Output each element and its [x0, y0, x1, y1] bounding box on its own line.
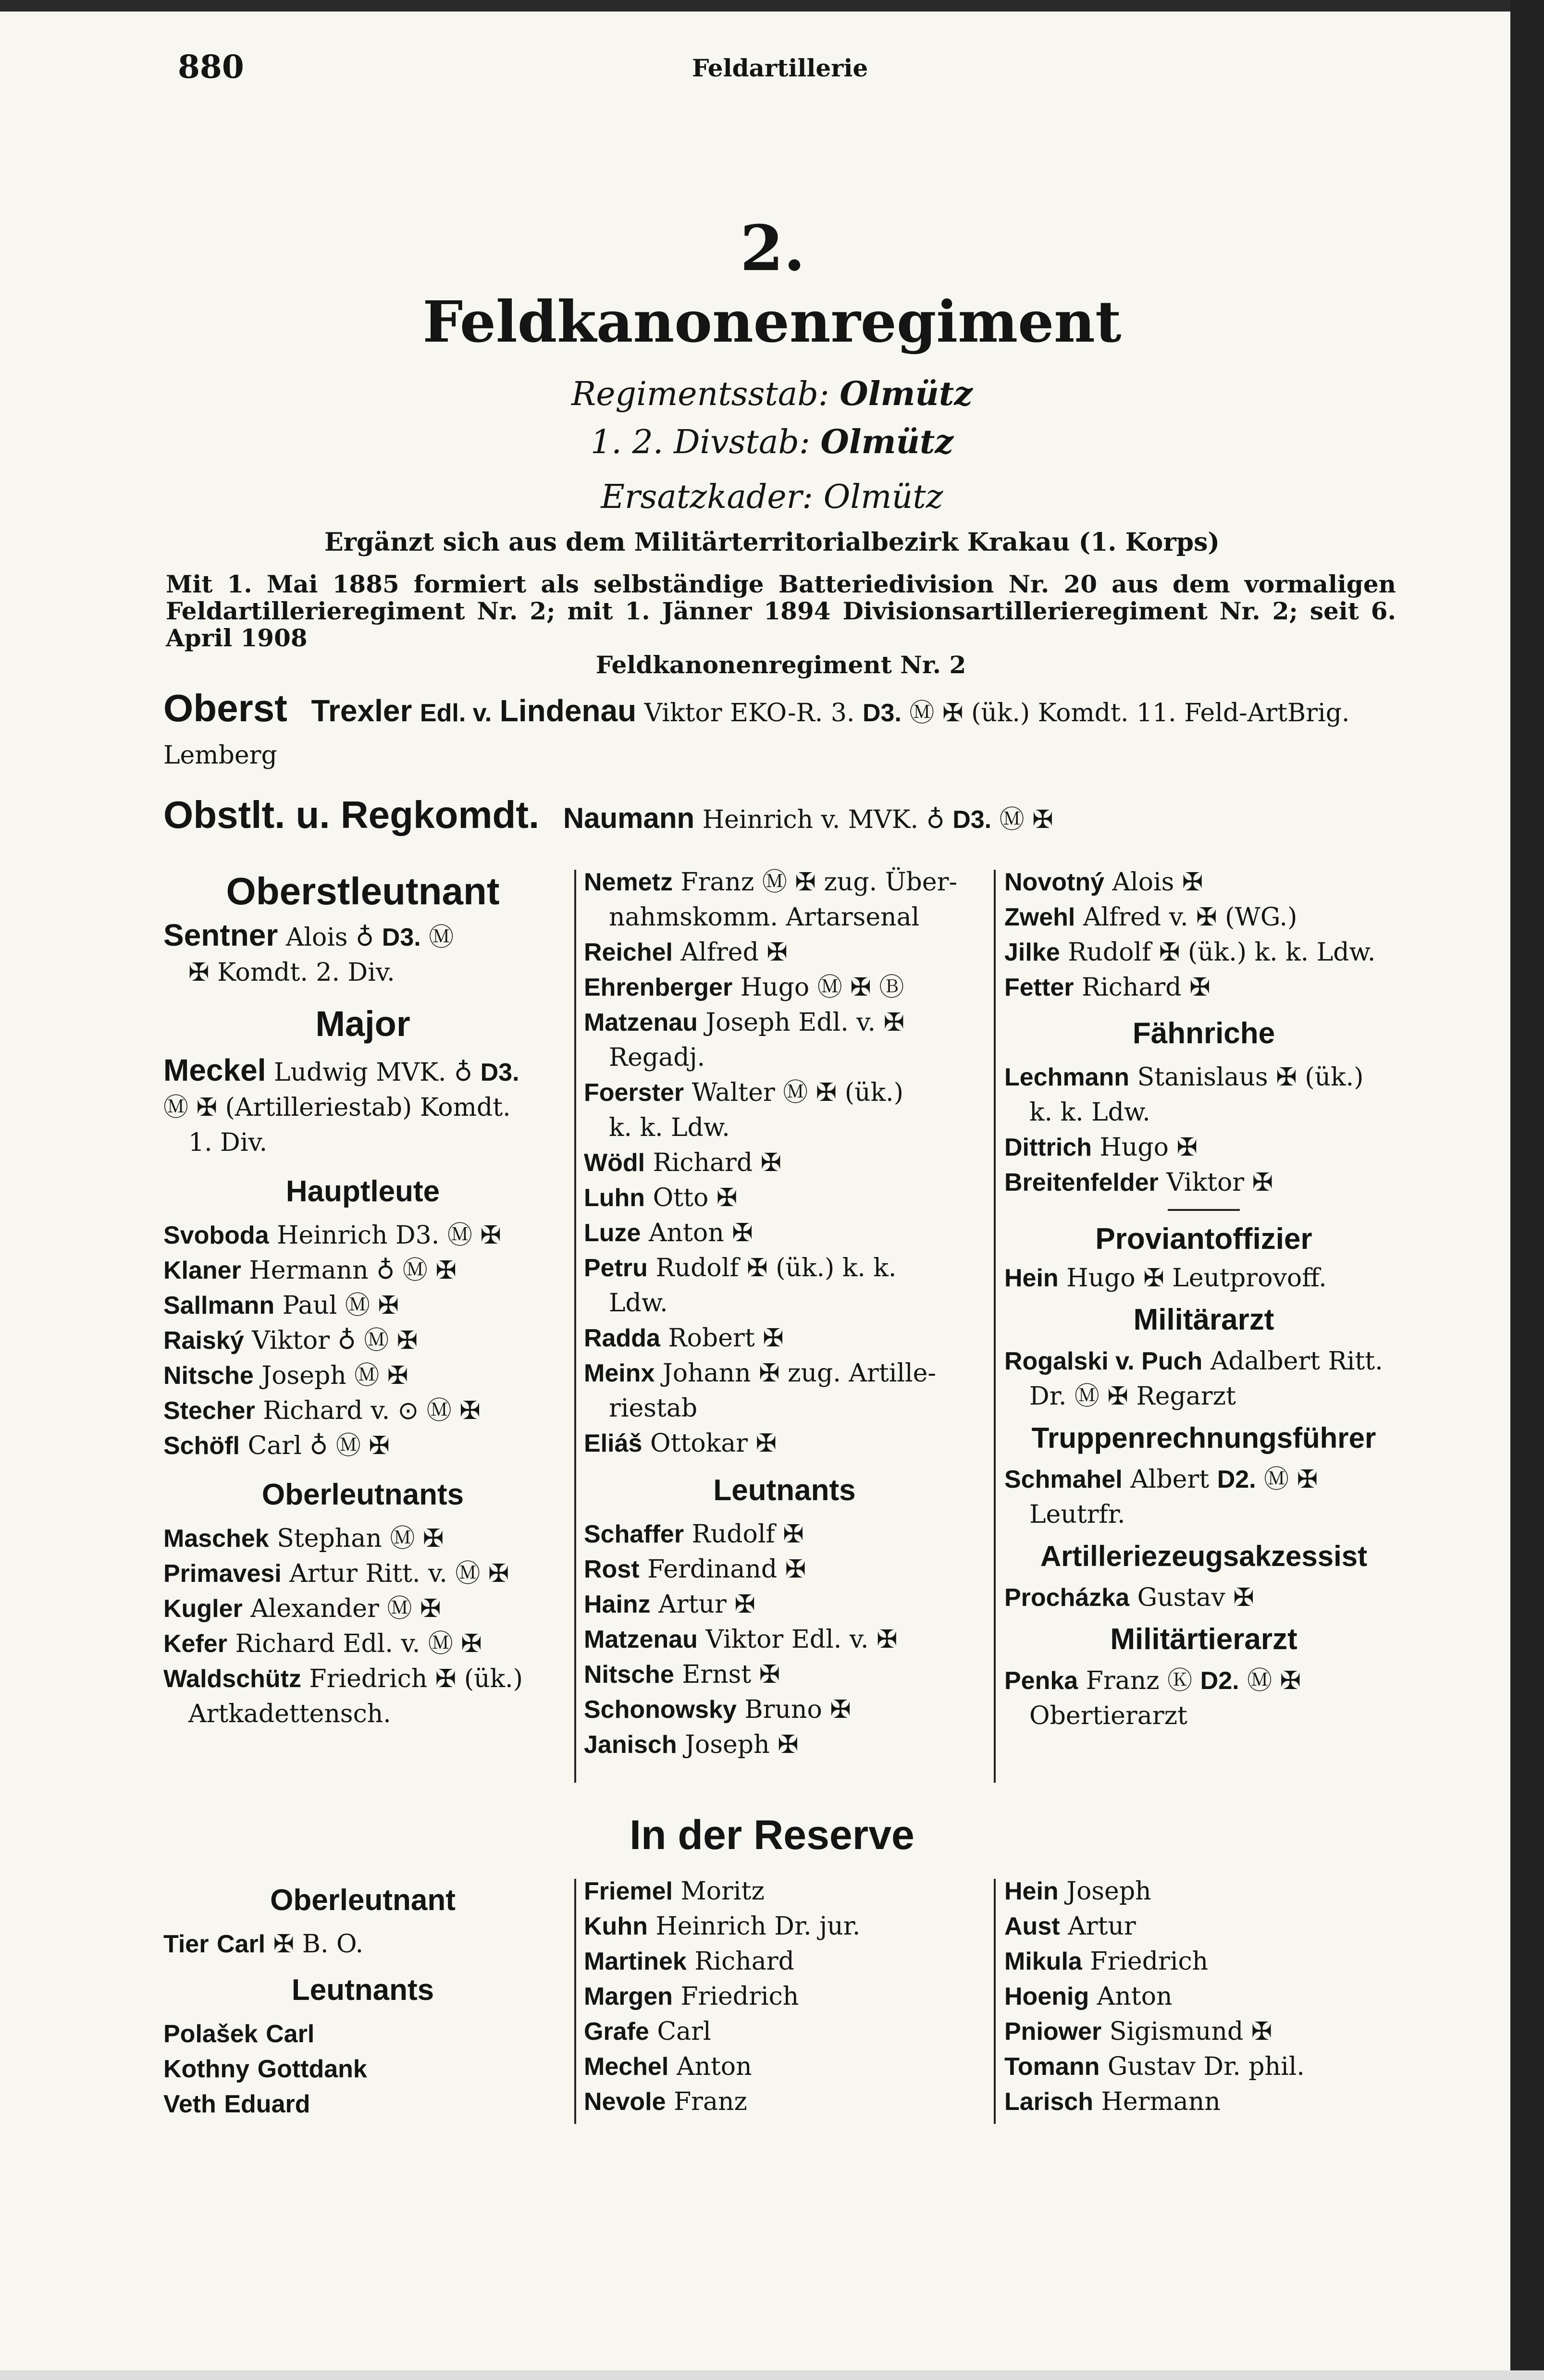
scan-border-right: [1510, 0, 1544, 2380]
obstlt-entry: Obstlt. u. Regkomdt. Naumann Heinrich v. MVK. ♁ D3. Ⓜ ✠: [163, 793, 1053, 836]
list-item: Pniower Sigismund ✠: [1004, 2017, 1272, 2046]
list-item: Schaffer Rudolf ✠: [584, 1520, 804, 1549]
list-item: Hainz Artur ✠: [584, 1590, 755, 1619]
medal-icon: Ⓜ ✠: [909, 699, 963, 728]
list-item: Kugler Alexander Ⓜ ✠: [163, 1594, 441, 1623]
running-title: Feldartillerie: [692, 54, 868, 82]
section-heading: Militärtierarzt: [1110, 1623, 1297, 1656]
medal-icon: Ⓜ ✠: [999, 805, 1053, 834]
section-heading: Oberleutnants: [261, 1478, 464, 1511]
section-heading: Proviantoffizier: [1095, 1222, 1312, 1256]
list-item: Martinek Richard: [584, 1947, 794, 1976]
list-item: Tier Carl ✠ B. O.: [163, 1930, 364, 1959]
list-item: Schöfl Carl ♁ Ⓜ ✠: [163, 1431, 390, 1460]
list-item: Reichel Alfred ✠: [584, 938, 788, 967]
list-item: Grafe Carl: [584, 2017, 711, 2046]
oberst-entry: Oberst Trexler Edl. v. Lindenau Viktor EKO-R. 3. D3. Ⓜ ✠ (ük.) Komdt. 11. Feld-ArtBrig. Lemberg: [163, 687, 1350, 770]
section-heading: Leutnants: [713, 1474, 856, 1507]
section-heading: Fähnriche: [1132, 1017, 1275, 1050]
station-line: Ersatzkader: Olmütz: [601, 478, 943, 516]
list-item: Nitsche Ernst ✠: [584, 1660, 780, 1689]
list-item: Matzenau Joseph Edl. v. ✠ Regadj.: [584, 1008, 905, 1072]
decoration-icon: ♁: [926, 805, 945, 834]
list-item: Wödl Richard ✠: [584, 1148, 782, 1177]
list-item: Friemel Moritz: [584, 1877, 765, 1906]
list-item: Petru Rudolf ✠ (ük.) k. k. Ldw.: [584, 1254, 897, 1318]
page-number: 880: [178, 48, 244, 86]
list-item: Radda Robert ✠: [584, 1324, 784, 1353]
section-heading: Militärarzt: [1133, 1303, 1274, 1336]
list-item: Mikula Friedrich: [1004, 1947, 1209, 1976]
list-item: Stecher Richard v. ⊙ Ⓜ ✠: [163, 1396, 481, 1425]
list-item: Matzenau Viktor Edl. v. ✠: [584, 1625, 898, 1654]
list-item: Fetter Richard ✠: [1004, 973, 1210, 1002]
list-item: Janisch Joseph ✠: [584, 1730, 799, 1759]
list-item: Kefer Richard Edl. v. Ⓜ ✠: [163, 1629, 482, 1658]
list-item: Meinx Johann ✠ zug. Artille- riestab: [584, 1359, 936, 1423]
column-divider: [994, 870, 996, 1783]
list-item: Procházka Gustav ✠: [1004, 1583, 1254, 1612]
list-item: Kothny Gottdank: [163, 2055, 367, 2083]
list-item: Rost Ferdinand ✠: [584, 1555, 806, 1584]
list-item: Polašek Carl: [163, 2020, 315, 2048]
list-item: Jilke Rudolf ✠ (ük.) k. k. Ldw.: [1004, 938, 1376, 967]
list-item: Veth Eduard: [163, 2090, 310, 2118]
column-divider: [574, 1879, 576, 2124]
list-item: Mechel Anton: [584, 2052, 752, 2081]
list-item: Tomann Gustav Dr. phil.: [1004, 2052, 1305, 2081]
list-item: Novotný Alois ✠: [1004, 868, 1203, 897]
rank-label: Oberst: [163, 687, 287, 729]
erganzung-line: Ergänzt sich aus dem Militärterritorialbezirk Krakau (1. Korps): [324, 528, 1220, 557]
list-item: Primavesi Artur Ritt. v. Ⓜ ✠: [163, 1559, 509, 1588]
column-divider: [994, 1879, 996, 2124]
list-item: Schonowsky Bruno ✠: [584, 1695, 851, 1724]
section-heading: Oberleutnant: [270, 1884, 456, 1917]
list-item: Zwehl Alfred v. ✠ (WG.): [1004, 903, 1297, 932]
section-heading: Oberstleutnant: [226, 870, 500, 913]
right-column: [1004, 865, 1403, 1734]
list-item: Foerster Walter Ⓜ ✠ (ük.) k. k. Ldw.: [584, 1078, 903, 1142]
column-divider: [574, 870, 576, 1783]
list-item: Penka Franz Ⓚ D2. Ⓜ ✠ Obertierarzt: [1004, 1666, 1301, 1730]
regiment-number: 2.: [740, 211, 805, 285]
list-item: Meckel Ludwig MVK. ♁ D3. Ⓜ ✠ (Artilleriestab) Komdt. 1. Div.: [163, 1053, 519, 1157]
reserve-left-column: [163, 1874, 562, 2122]
list-item: Margen Friedrich: [584, 1982, 799, 2011]
list-item: Kuhn Heinrich Dr. jur.: [584, 1912, 861, 1941]
list-item: Lechmann Stanislaus ✠ (ük.) k. k. Ldw.: [1004, 1063, 1364, 1127]
list-item: Hein Hugo ✠ Leutprovoff.: [1004, 1264, 1327, 1293]
reserve-middle-column: [584, 1874, 985, 2120]
left-column: [163, 865, 562, 1732]
list-item: Sentner Alois ♁ D3. Ⓜ ✠ Komdt. 2. Div.: [163, 918, 454, 987]
list-item: Raiský Viktor ♁ Ⓜ ✠: [163, 1326, 418, 1355]
list-item: Larisch Hermann: [1004, 2087, 1221, 2116]
list-item: Nitsche Joseph Ⓜ ✠: [163, 1361, 408, 1390]
rank-label: Obstlt. u. Regkomdt.: [163, 793, 540, 836]
list-item: Sallmann Paul Ⓜ ✠: [163, 1291, 399, 1320]
list-item: Ehrenberger Hugo Ⓜ ✠ Ⓑ: [584, 973, 904, 1002]
section-heading: Leutnants: [291, 1973, 434, 2007]
list-item: Luze Anton ✠: [584, 1219, 753, 1247]
section-heading: Truppenrechnungsführer: [1031, 1422, 1376, 1454]
list-item: Hein Joseph: [1004, 1877, 1151, 1906]
list-item: Luhn Otto ✠: [584, 1184, 738, 1212]
station-line: 1. 2. Divstab: Olmütz: [591, 423, 953, 461]
list-item: Nemetz Franz Ⓜ ✠ zug. Über- nahmskomm. Artarsenal: [584, 868, 958, 932]
scan-border-bottom: [0, 2370, 1544, 2380]
list-item: Waldschütz Friedrich ✠ (ük.) Artkadettensch.: [163, 1665, 523, 1728]
list-item: Klaner Hermann ♁ Ⓜ ✠: [163, 1256, 457, 1285]
list-item: Nevole Franz: [584, 2087, 747, 2116]
list-item: Schmahel Albert D2. Ⓜ ✠ Leutrfr.: [1004, 1465, 1318, 1529]
regiment-title: Feldkanonenregiment: [422, 288, 1122, 355]
section-divider: [1168, 1209, 1240, 1211]
list-item: Aust Artur: [1004, 1912, 1136, 1941]
reserve-right-column: [1004, 1874, 1403, 2120]
middle-column: [584, 865, 985, 1763]
reserve-heading: In der Reserve: [630, 1812, 914, 1858]
scan-border-top: [0, 0, 1544, 12]
section-heading: Artilleriezeugsakzessist: [1040, 1540, 1368, 1572]
list-item: Rogalski v. Puch Adalbert Ritt. Dr. Ⓜ ✠ Regarzt: [1004, 1347, 1383, 1411]
history-paragraph: Mit 1. Mai 1885 formiert als selbständige Batteriedivision Nr. 20 aus dem vormaligen Feldartillerieregiment Nr. 2; mit 1. Jänner 1894 Divisionsartillerieregiment Nr. 2; seit 6. April 1908 Feldkanonenregiment Nr. 2: [166, 570, 1396, 679]
list-item: Maschek Stephan Ⓜ ✠: [163, 1524, 444, 1553]
list-item: Eliáš Ottokar ✠: [584, 1429, 777, 1458]
list-item: Dittrich Hugo ✠: [1004, 1133, 1198, 1162]
section-heading: Major: [315, 1004, 410, 1044]
list-item: Svoboda Heinrich D3. Ⓜ ✠: [163, 1221, 501, 1250]
list-item: Breitenfelder Viktor ✠: [1004, 1168, 1273, 1197]
station-line: Regimentsstab: Olmütz: [571, 375, 973, 413]
section-heading: Hauptleute: [285, 1175, 440, 1208]
list-item: Hoenig Anton: [1004, 1982, 1173, 2011]
